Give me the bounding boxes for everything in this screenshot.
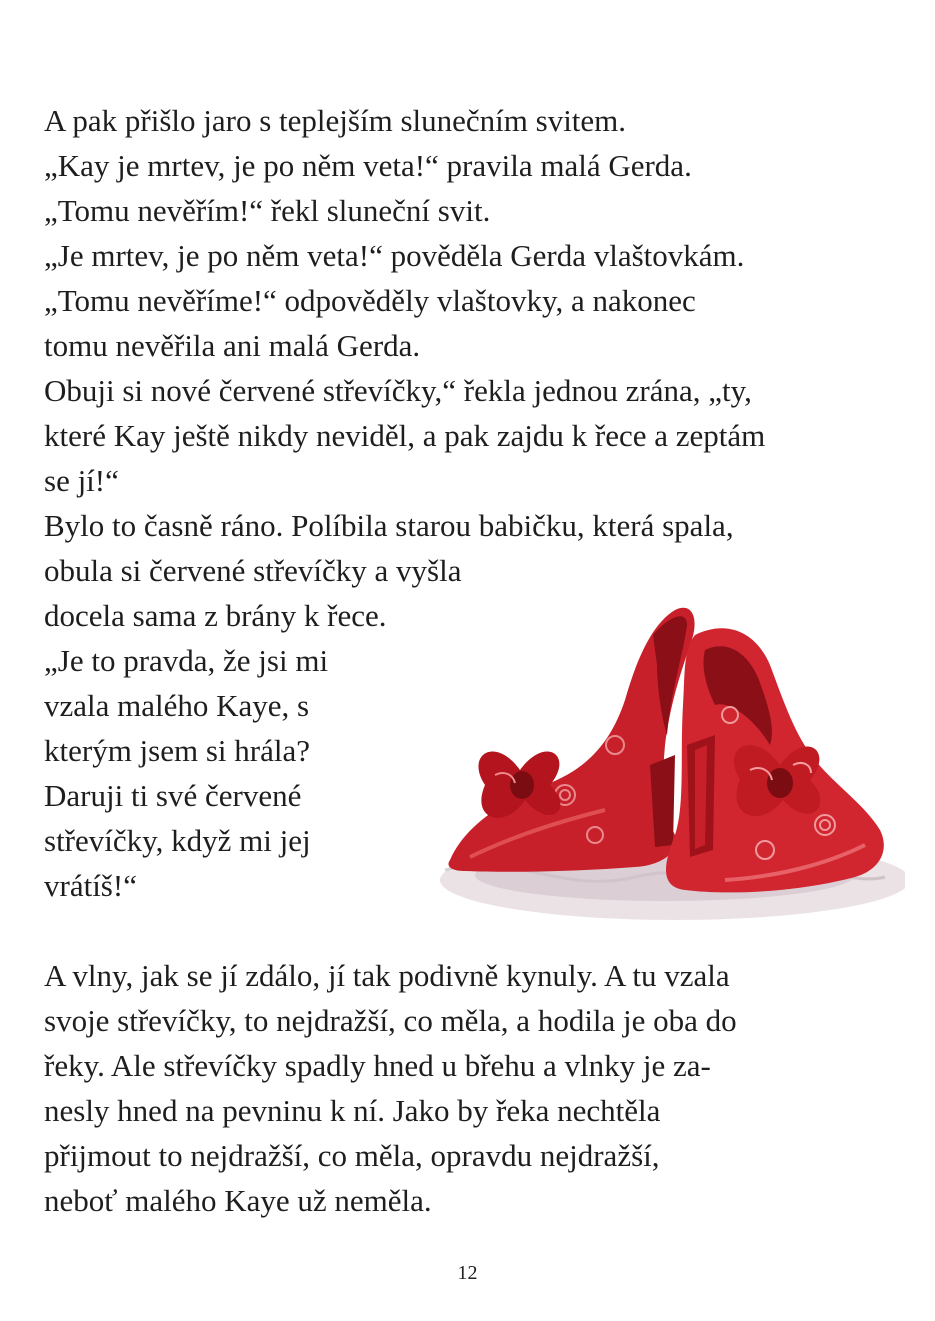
text-line: které Kay ještě nikdy neviděl, a pak zajdu k řece a zeptám: [44, 418, 766, 453]
text-line: vrátíš!“: [44, 868, 137, 903]
text-line: přijmout to nejdražší, co měla, opravdu nejdražší,: [44, 1138, 660, 1173]
text-line: se jí!“: [44, 463, 119, 498]
text-line: docela sama z brány k řece.: [44, 598, 387, 633]
text-line: „Je mrtev, je po něm veta!“ pověděla Gerda vlaštovkám.: [44, 238, 745, 273]
text-line: nesly hned na pevninu k ní. Jako by řeka nechtěla: [44, 1093, 661, 1128]
text-line: A vlny, jak se jí zdálo, jí tak podivně kynuly. A tu vzala: [44, 958, 730, 993]
text-line: „Tomu nevěřím!“ řekl sluneční svit.: [44, 193, 491, 228]
text-line: Daruji ti své červené: [44, 778, 302, 813]
text-line: kterým jsem si hrála?: [44, 733, 310, 768]
text-line: „Tomu nevěříme!“ odpověděly vlaštovky, a nakonec: [44, 283, 696, 318]
page-number: 12: [457, 1262, 478, 1284]
text-line: tomu nevěřila ani malá Gerda.: [44, 328, 421, 363]
text-line: obula si červené střevíčky a vyšla: [44, 553, 462, 588]
text-line: vzala malého Kaye, s: [44, 688, 310, 723]
text-line: Bylo to časně ráno. Políbila starou babičku, která spala,: [44, 508, 734, 543]
text-line: střevíčky, když mi jej: [44, 823, 311, 858]
text-line: Obuji si nové červené střevíčky,“ řekla jednou zrána, „ty,: [44, 373, 752, 408]
text-line: neboť malého Kaye už neměla.: [44, 1183, 432, 1218]
text-line: A pak přišlo jaro s teplejším slunečním svitem.: [44, 103, 627, 138]
text-line: „Kay je mrtev, je po něm veta!“ pravila malá Gerda.: [44, 148, 692, 183]
text-line: svoje střevíčky, to nejdražší, co měla, a hodila je oba do: [44, 1003, 737, 1038]
text-line: řeky. Ale střevíčky spadly hned u břehu a vlnky je za-: [44, 1048, 711, 1083]
text-line: „Je to pravda, že jsi mi: [44, 643, 329, 678]
red-shoes-icon: [425, 595, 905, 940]
